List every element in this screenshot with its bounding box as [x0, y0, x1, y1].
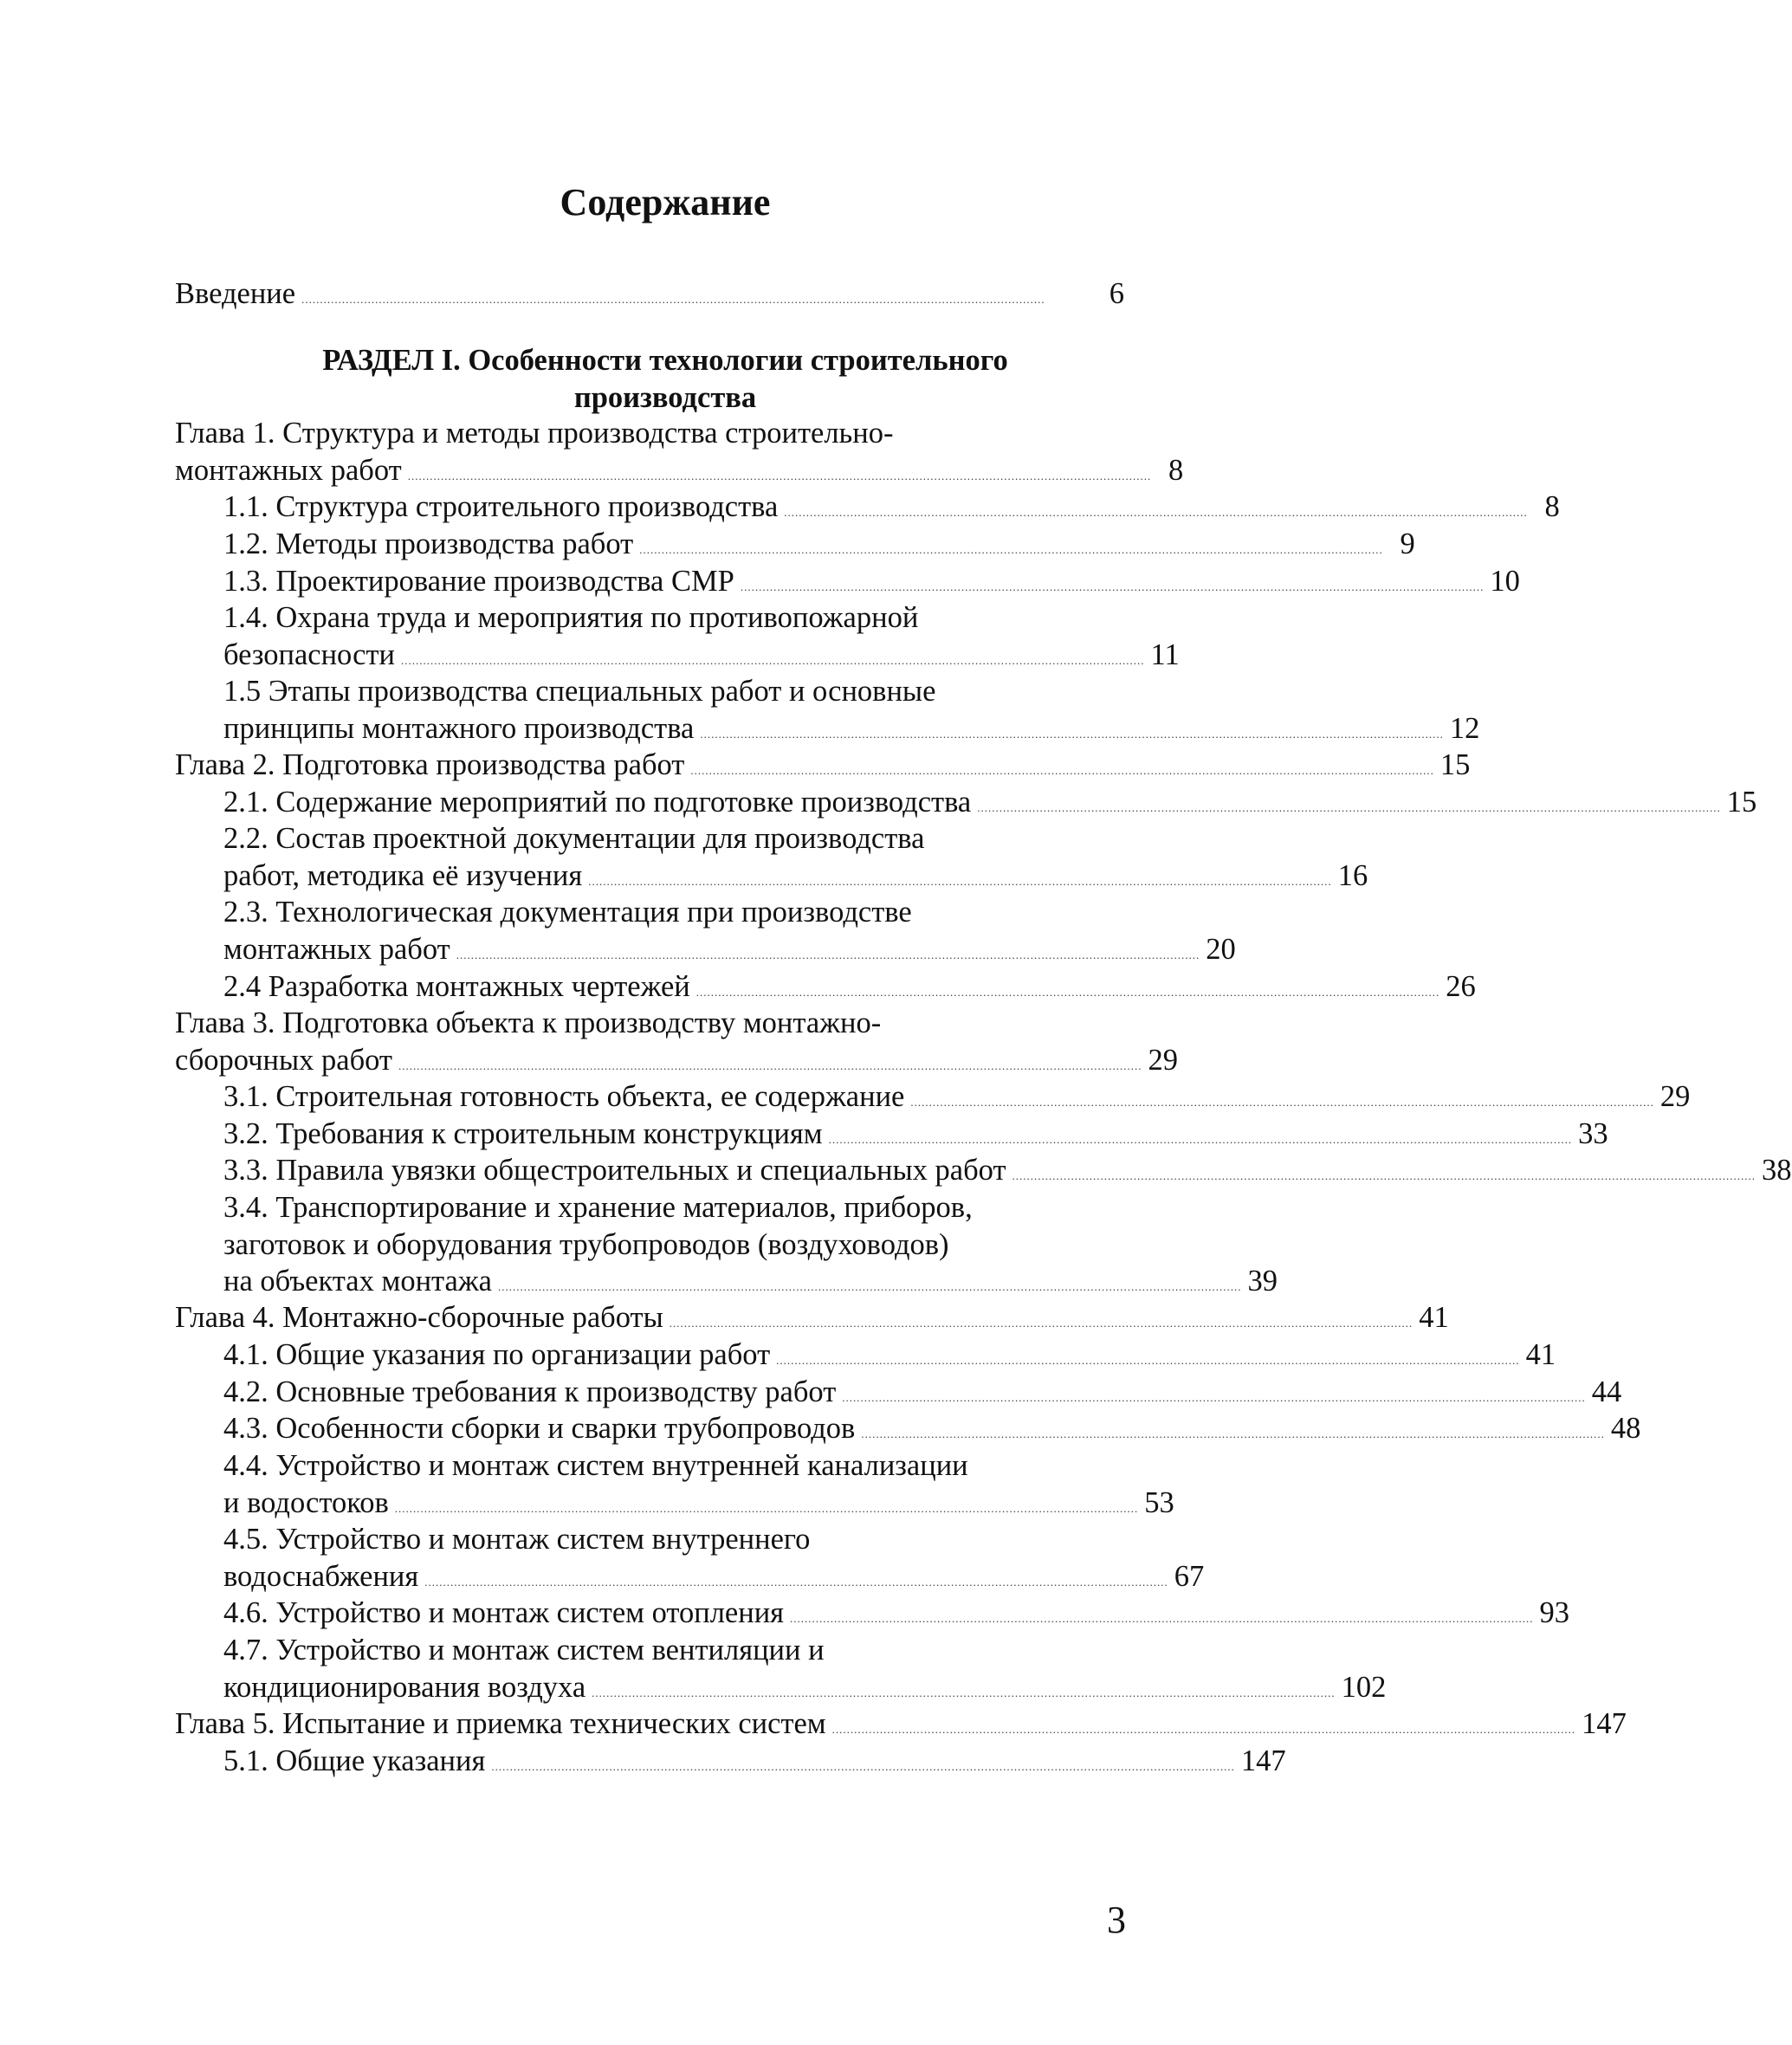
toc-entry-title: 3.1. Строительная готовность объекта, ее содержание	[223, 1080, 905, 1113]
dot-leader: ..........................................................................................................................................................................................................	[790, 1612, 1534, 1625]
toc-page-number: 147	[1240, 1744, 1286, 1777]
toc-page-number: 33	[1578, 1117, 1608, 1150]
toc-page-number: 12	[1449, 711, 1480, 745]
page-number: 3	[1107, 1899, 1126, 1941]
toc-entry-first-line: 1.5 Этапы производства специальных работ и основные	[223, 675, 936, 708]
toc-page-number: 41	[1419, 1301, 1449, 1334]
toc-entry-title: Глава 4. Монтажно-сборочные работы	[175, 1301, 663, 1334]
dot-leader: ..........................................................................................................................................................................................................	[910, 1096, 1654, 1109]
toc-entry	[223, 599, 1180, 679]
toc-entry	[223, 1447, 1174, 1527]
toc-page-number: 147	[1582, 1707, 1627, 1740]
dot-leader: ..........................................................................................................................................................................................................	[301, 293, 1045, 306]
toc-page-number: 6	[1109, 277, 1124, 310]
toc-entry-title: 1.2. Методы производства работ	[223, 527, 634, 560]
dot-leader: ..........................................................................................................................................................................................................	[398, 1058, 1142, 1072]
toc-entry-first-line: 4.4. Устройство и монтаж систем внутренней канализации	[223, 1449, 968, 1482]
toc-entry-first-line: 4.5. Устройство и монтаж систем внутреннего	[223, 1523, 811, 1556]
toc-entry-title: Глава 5. Испытание и приемка технических систем	[175, 1707, 826, 1740]
toc-page-number: 16	[1337, 858, 1368, 892]
toc-entry-title: Глава 2. Подготовка производства работ	[175, 748, 685, 781]
toc-page-number: 39	[1247, 1265, 1278, 1298]
toc-entry-title: 1.3. Проектирование производства СМР	[223, 565, 734, 598]
toc-entry-title: 2.4 Разработка монтажных чертежей	[223, 970, 690, 1003]
toc-page-number: 20	[1206, 932, 1236, 966]
toc-entry-title: 4.2. Основные требования к производству работ	[223, 1375, 837, 1408]
dot-leader: ..........................................................................................................................................................................................................	[831, 1723, 1576, 1736]
dot-leader: ..........................................................................................................................................................................................................	[491, 1760, 1235, 1773]
toc-entry	[223, 894, 1236, 974]
toc-entry-title: Введение	[175, 277, 296, 310]
section-heading-line: РАЗДЕЛ I. Особенности технологии строительного	[322, 344, 1008, 377]
dot-leader: ..........................................................................................................................................................................................................	[588, 874, 1332, 888]
toc-entry-title: принципы монтажного производства	[223, 711, 695, 745]
toc-entry-title: 4.1. Общие указания по организации работ	[223, 1338, 771, 1371]
toc-entry-title: 3.3. Правила увязки общестроительных и специальных работ	[223, 1154, 1006, 1187]
toc-entry	[223, 1189, 1278, 1306]
dot-leader: ..........................................................................................................................................................................................................	[498, 1280, 1242, 1294]
dot-leader: ..........................................................................................................................................................................................................	[861, 1427, 1605, 1440]
toc-entry-title: безопасности	[223, 637, 396, 671]
dot-leader: ..........................................................................................................................................................................................................	[977, 801, 1721, 814]
toc-page-number: 44	[1591, 1375, 1622, 1408]
toc-entry-title: 3.2. Требования к строительным конструкциям	[223, 1117, 823, 1150]
toc-page-number: 8	[1168, 453, 1184, 487]
section-heading	[0, 342, 1330, 416]
toc-page-number: 29	[1659, 1080, 1691, 1113]
toc-page-number: 93	[1539, 1596, 1570, 1629]
toc-page-number: 9	[1400, 527, 1415, 560]
toc-page-number: 10	[1490, 565, 1520, 598]
toc-entry-title: монтажных работ	[175, 453, 402, 487]
toc-entry-first-line: 2.3. Технологическая документация при производстве	[223, 896, 912, 929]
page-title: Содержание	[560, 181, 771, 223]
toc-page-number: 15	[1726, 786, 1757, 819]
toc-entry-title: сборочных работ	[175, 1043, 393, 1077]
dot-leader: ..........................................................................................................................................................................................................	[639, 543, 1383, 556]
toc-page-number: 15	[1439, 748, 1471, 781]
toc-entry-title: 4.6. Устройство и монтаж систем отопления	[223, 1596, 785, 1629]
toc-page-number: 29	[1148, 1043, 1179, 1077]
toc-entry	[223, 1521, 1205, 1601]
dot-leader: ..........................................................................................................................................................................................................	[456, 948, 1200, 961]
toc-page-number: 11	[1150, 637, 1180, 671]
toc-page-number: 41	[1525, 1338, 1556, 1371]
toc-entry-title: работ, методика её изучения	[223, 858, 583, 892]
toc-entry-title: 4.3. Особенности сборки и сварки трубопроводов	[223, 1412, 856, 1445]
toc-entry-first-line: 3.4. Транспортирование и хранение материалов, приборов,	[223, 1191, 973, 1224]
dot-leader: ..........................................................................................................................................................................................................	[592, 1686, 1336, 1699]
dot-leader: ..........................................................................................................................................................................................................	[424, 1575, 1168, 1589]
toc-page-number: 8	[1544, 490, 1560, 523]
dot-leader: ..........................................................................................................................................................................................................	[1012, 1169, 1756, 1182]
toc-entry-first-line: 2.2. Состав проектной документации для производства	[223, 822, 925, 855]
dot-leader: ..........................................................................................................................................................................................................	[690, 764, 1434, 777]
dot-leader: ..........................................................................................................................................................................................................	[669, 1317, 1414, 1330]
toc-entry-title: 1.1. Структура строительного производства	[223, 490, 779, 523]
toc-entry-first-line: 4.7. Устройство и монтаж систем вентиляции и	[223, 1634, 825, 1666]
toc-entry	[223, 1743, 1286, 1786]
dot-leader: ..........................................................................................................................................................................................................	[401, 653, 1145, 667]
dot-leader: ..........................................................................................................................................................................................................	[695, 986, 1440, 999]
dot-leader: ..........................................................................................................................................................................................................	[700, 727, 1444, 741]
toc-page-number: 48	[1610, 1412, 1641, 1445]
toc-entry	[223, 820, 1368, 900]
dot-leader: ..........................................................................................................................................................................................................	[828, 1133, 1573, 1146]
toc-entry-title: на объектах монтажа	[223, 1265, 492, 1298]
toc-entry	[223, 673, 1480, 753]
dot-leader: ..........................................................................................................................................................................................................	[394, 1501, 1139, 1515]
toc-page-number: 102	[1341, 1670, 1387, 1704]
toc-page-number: 53	[1144, 1485, 1174, 1519]
section-heading-line: производства	[573, 380, 757, 414]
toc-entry-title: и водостоков	[223, 1485, 389, 1519]
toc-entry	[175, 1005, 1179, 1084]
toc-entry	[223, 1632, 1387, 1712]
toc-entry-title: кондиционирования воздуха	[223, 1670, 586, 1704]
toc-entry	[175, 415, 1184, 495]
dot-leader: ..........................................................................................................................................................................................................	[776, 1354, 1520, 1367]
dot-leader: ..........................................................................................................................................................................................................	[407, 469, 1152, 482]
toc-entry-first-line: Глава 3. Подготовка объекта к производству монтажно-	[175, 1006, 882, 1039]
toc-entry-intro	[175, 275, 1124, 319]
dot-leader: ..........................................................................................................................................................................................................	[740, 580, 1485, 593]
toc-entry-title: 2.1. Содержание мероприятий по подготовке производства	[223, 786, 972, 819]
toc-entry-title: водоснабжения	[223, 1559, 419, 1593]
toc-page-number: 67	[1174, 1559, 1205, 1593]
toc-page-number: 38	[1762, 1154, 1792, 1187]
toc-page-number: 26	[1446, 970, 1476, 1003]
toc-entry-title: 5.1. Общие указания	[223, 1744, 486, 1777]
toc-entry-middle-line: заготовок и оборудования трубопроводов (воздуховодов)	[223, 1227, 949, 1261]
toc-entry-first-line: Глава 1. Структура и методы производства строительно-	[175, 417, 894, 450]
toc-entry-title: монтажных работ	[223, 932, 450, 966]
dot-leader: ..........................................................................................................................................................................................................	[784, 506, 1528, 519]
toc-entry-first-line: 1.4. Охрана труда и мероприятия по противопожарной	[223, 601, 919, 634]
dot-leader: ..........................................................................................................................................................................................................	[842, 1391, 1586, 1404]
